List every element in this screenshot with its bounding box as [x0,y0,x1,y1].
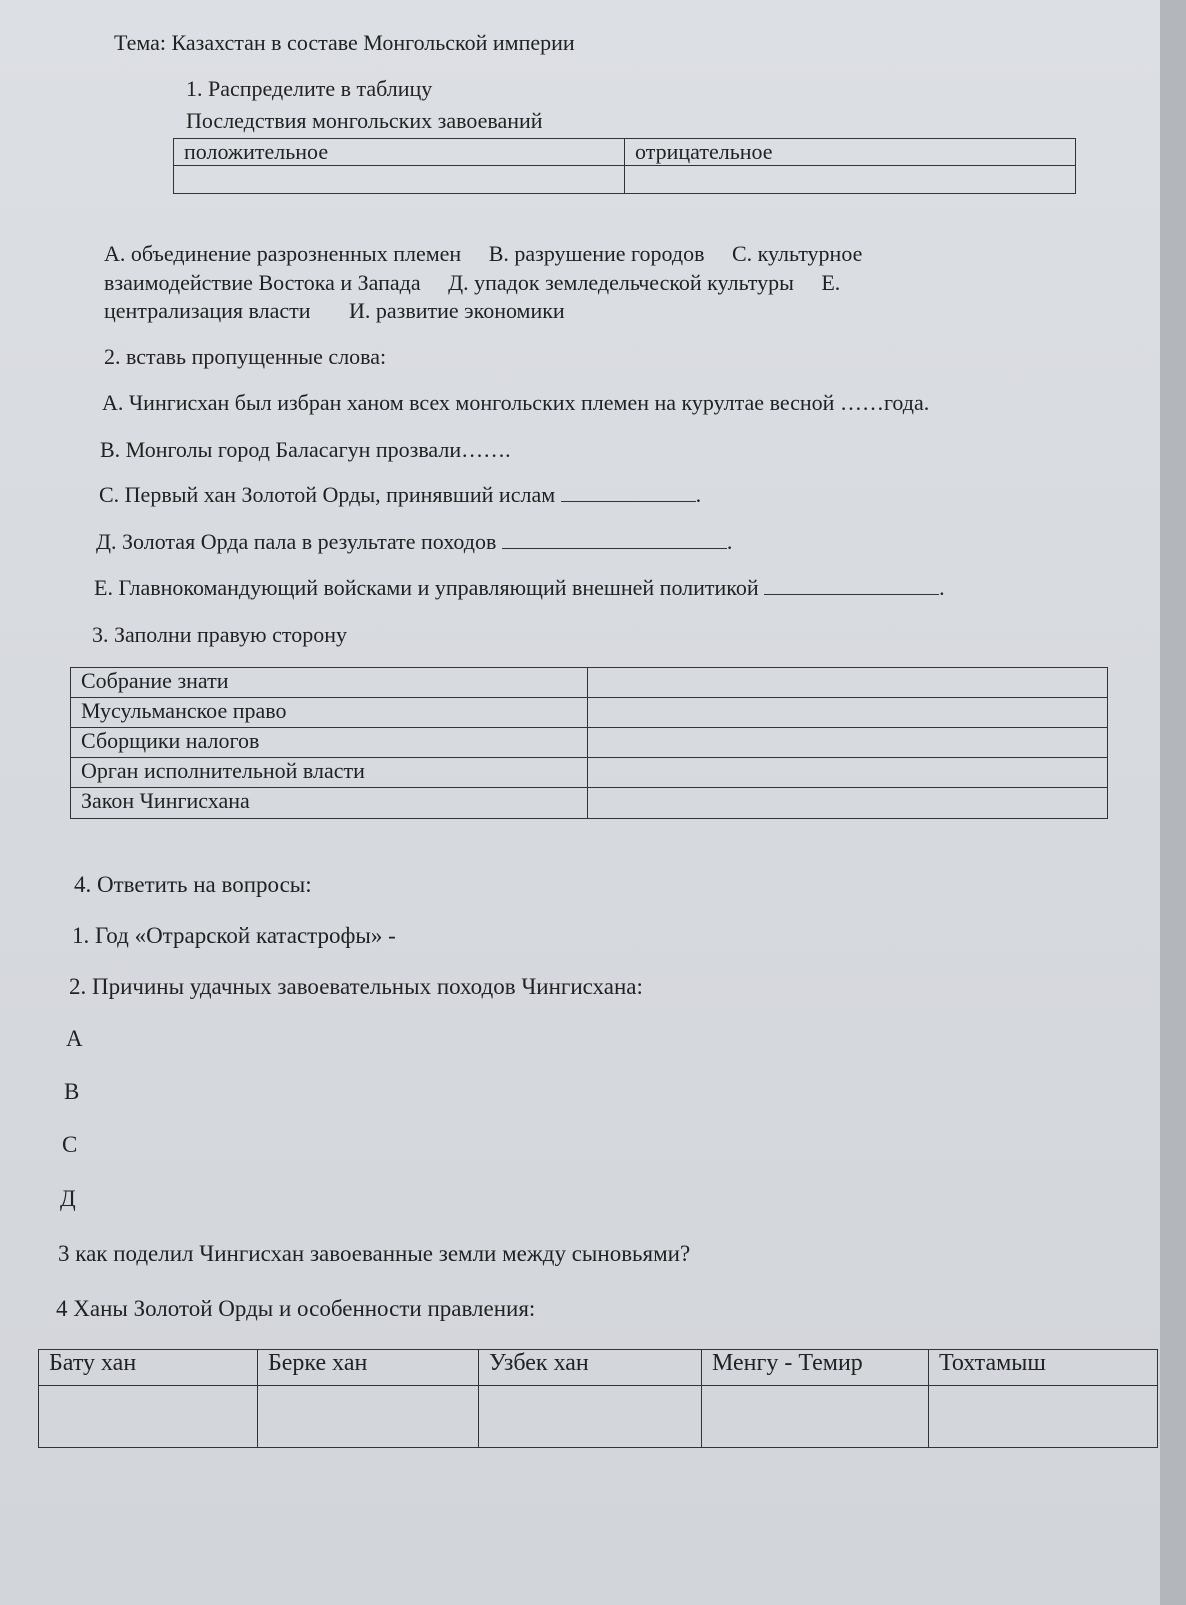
task4-question-4: 4 Ханы Золотой Орды и особенности правления: [56,1296,536,1321]
khan-header: Менгу - Темир [702,1350,929,1386]
khan-header: Бату хан [39,1350,258,1386]
answer-cell[interactable] [588,788,1108,819]
task4-question-1: 1. Год «Отрарской катастрофы» - [72,923,396,948]
worksheet-topic: Тема: Казахстан в составе Монгольской империи [114,30,575,55]
answer-letter-b: В [64,1079,80,1104]
task2-heading: 2. вставь пропущенные слова: [104,344,387,369]
khan-answer-cell[interactable] [39,1386,258,1448]
answer-letter-d: Д [60,1186,76,1211]
options-line-3: централизация власти И. развитие экономики [104,298,565,323]
consequences-table [173,138,1076,194]
khan-answer-cell[interactable] [258,1386,479,1448]
answer-cell[interactable] [588,728,1108,758]
task1-heading: 1. Распределите в таблицу [186,76,433,101]
khan-answer-cell[interactable] [702,1386,929,1448]
task4-heading: 4. Ответить на вопросы: [74,872,312,897]
task2-item-d: Д. Золотая Орда пала в результате походов [96,529,497,554]
task1-subheading: Последствия монгольских завоеваний [186,108,543,133]
term-cell: Сборщики налогов [71,728,588,758]
options-line-2: взаимодействие Востока и Запада Д. упадок земледельческой культуры Е. [104,270,841,295]
task2-item-b: В. Монголы город Баласагун прозвали……. [100,437,511,462]
khan-answer-cell[interactable] [479,1386,702,1448]
khan-header: Узбек хан [479,1350,702,1386]
answer-cell[interactable] [588,668,1108,698]
answer-letter-c: С [62,1132,78,1157]
task2-item-c: С. Первый хан Золотой Орды, принявший ислам [99,482,556,507]
institutions-table [70,667,1108,819]
term-cell: Закон Чингисхана [71,788,588,819]
answer-blank-e[interactable] [764,594,939,595]
answer-cell[interactable] [588,698,1108,728]
term-cell: Мусульманское право [71,698,588,728]
khans-table [38,1349,1158,1448]
task4-question-3: 3 как поделил Чингисхан завоеванные земли между сыновьями? [58,1241,691,1266]
options-line-1: А. объединение разрозненных племен В. разрушение городов С. культурное [104,241,863,266]
header-positive: положительное [174,139,625,166]
answer-blank-d[interactable] [502,548,727,549]
term-cell: Собрание знати [71,668,588,698]
answer-cell[interactable] [588,758,1108,788]
answer-letter-a: А [66,1026,83,1051]
header-negative: отрицательное [625,139,1076,166]
term-cell: Орган исполнительной власти [71,758,588,788]
khan-header: Тохтамыш [929,1350,1158,1386]
task3-heading: 3. Заполни правую сторону [92,622,347,647]
task4-question-2: 2. Причины удачных завоевательных походов Чингисхана: [69,974,643,999]
khan-header: Берке хан [258,1350,479,1386]
cell-positive[interactable] [174,166,625,194]
task2-item-a: А. Чингисхан был избран ханом всех монгольских племен на курултае весной ……года. [102,390,930,415]
task2-item-e: Е. Главнокомандующий войсками и управляющий внешней политикой [94,575,759,600]
cell-negative[interactable] [625,166,1076,194]
page-edge-background [1160,0,1186,1605]
answer-blank-c[interactable] [561,501,696,502]
khan-answer-cell[interactable] [929,1386,1158,1448]
